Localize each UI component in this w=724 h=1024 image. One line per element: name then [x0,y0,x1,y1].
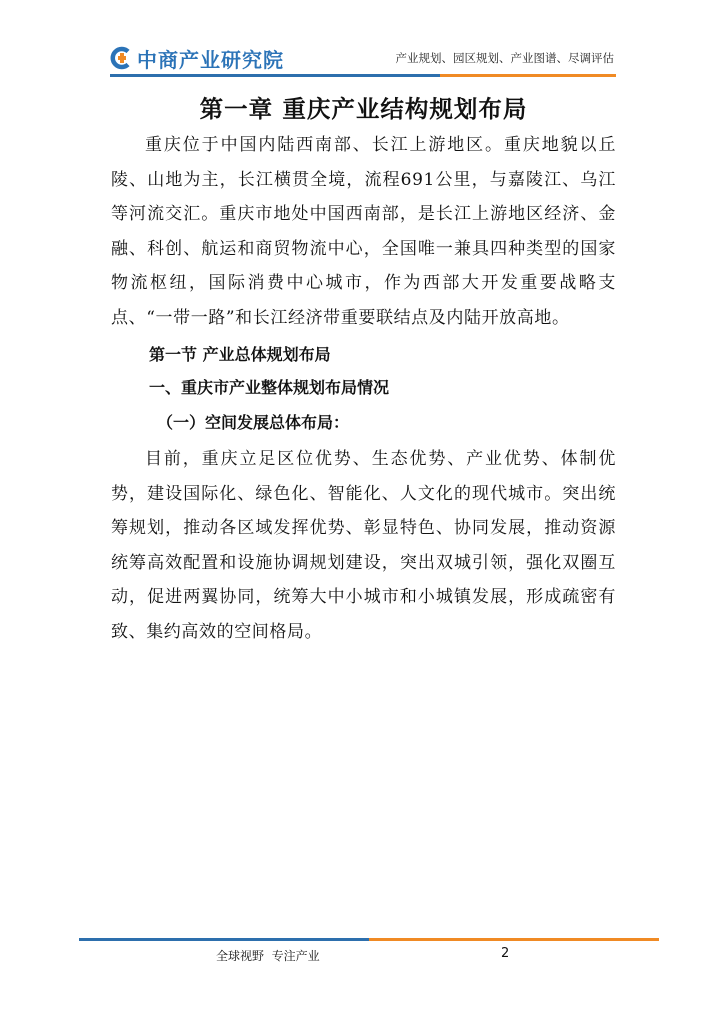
header-tagline: 产业规划、园区规划、产业图谱、尽调评估 [395,51,614,65]
section-title: 第一节 产业总体规划布局 [149,345,331,364]
page-header [0,0,724,90]
item-title: （一）空间发展总体布局： [157,413,350,432]
item-paragraph: 目前，重庆立足区位优势、生态优势、产业优势、体制优势，建设国际化、绿色化、智能化、人文化的现代城市。突出统筹规划，推动各区域发挥优势、彰显特色、协同发展，推动资源统筹高效配置和设施协调规划建设，突出双城引领，强化双圈互动，促进两翼协同，统筹大中小城市和小城镇发展，形成疏密有致、集约高效的空间格局。 [111,449,616,642]
chapter-title: 第一章 重庆产业结构规划布局 [199,95,528,123]
intro-paragraph: 重庆位于中国内陆西南部、长江上游地区。重庆地貌以丘陵、山地为主，长江横贯全境，流程691公里，与嘉陵江、乌江等河流交汇。重庆市地处中国西南部，是长江上游地区经济、金融、科创、航运和商贸物流中心，全国唯一兼具四种类型的国家物流枢纽，国际消费中心城市，作为西部大开发重要战略支点、“一带一路”和长江经济带重要联结点及内陆开放高地。 [111,135,616,328]
document-body [111,90,616,649]
footer-slogan: 全球视野 专注产业 [216,949,320,963]
header-rule-orange [440,74,616,77]
footer-rule-blue [79,938,369,941]
footer-rule-orange [369,938,659,941]
logo-text: 中商产业研究院 [137,47,284,72]
logo-c-icon [110,46,134,70]
page-number: 2 [501,946,510,961]
company-logo [110,44,284,72]
subsection-title: 一、重庆市产业整体规划布局情况 [149,378,390,397]
header-rule-blue [110,74,440,77]
